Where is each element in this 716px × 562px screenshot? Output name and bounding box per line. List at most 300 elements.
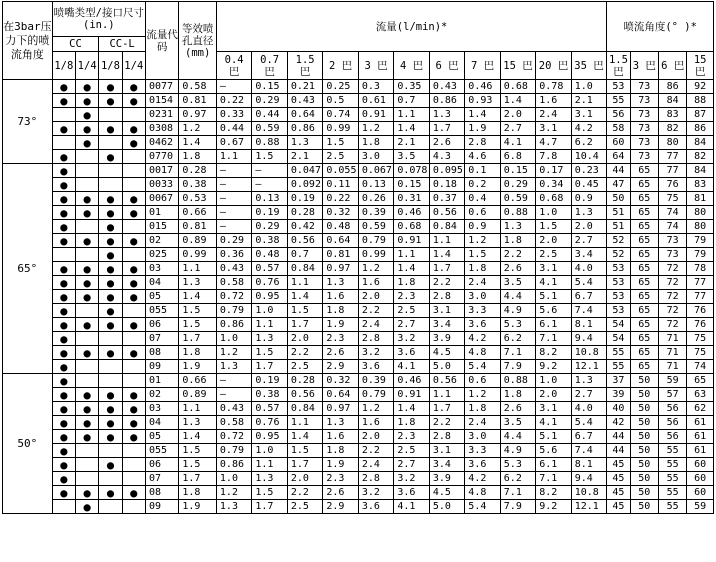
spray-angle-cell: 79 bbox=[687, 248, 714, 262]
table-row bbox=[3, 150, 714, 164]
spray-angle-cell: 73 bbox=[630, 108, 658, 122]
flow-rate-cell: 0.74 bbox=[323, 108, 358, 122]
availability-dot bbox=[76, 178, 99, 192]
flow-rate-cell: 2.4 bbox=[465, 276, 500, 290]
flow-rate-cell: 1.7 bbox=[429, 262, 464, 276]
availability-dot: ● bbox=[76, 108, 99, 122]
flow-rate-cell: 3.9 bbox=[429, 332, 464, 346]
spray-angle-cell: 77 bbox=[658, 150, 686, 164]
flow-rate-cell: 0.86 bbox=[287, 122, 322, 136]
availability-dot: ● bbox=[52, 80, 75, 94]
spray-angle-group-cell: 50° bbox=[3, 374, 53, 514]
availability-dot: ● bbox=[52, 318, 75, 332]
flow-rate-cell: 8.2 bbox=[536, 486, 571, 500]
spray-angle-cell: 52 bbox=[607, 234, 630, 248]
spray-angle-cell: 60 bbox=[687, 472, 714, 486]
availability-dot bbox=[122, 248, 145, 262]
flow-rate-cell: 3.6 bbox=[358, 500, 393, 514]
spray-angle-cell: 53 bbox=[607, 80, 630, 94]
flow-rate-cell: 3.1 bbox=[536, 122, 571, 136]
flow-rate-cell: 0.59 bbox=[358, 220, 393, 234]
flow-rate-cell: 4.2 bbox=[465, 332, 500, 346]
flow-code-cell: 0770 bbox=[145, 150, 178, 164]
spray-angle-cell: 72 bbox=[658, 262, 686, 276]
flow-rate-cell: 1.8 bbox=[465, 262, 500, 276]
spray-angle-cell: 65 bbox=[630, 346, 658, 360]
availability-dot: ● bbox=[122, 346, 145, 360]
flow-rate-cell: 3.1 bbox=[536, 262, 571, 276]
orifice-diameter-cell: 1.2 bbox=[179, 122, 217, 136]
table-row bbox=[3, 192, 714, 206]
spray-angle-cell: 53 bbox=[607, 290, 630, 304]
flow-rate-cell: 5.0 bbox=[429, 500, 464, 514]
table-row bbox=[3, 108, 714, 122]
flow-rate-cell: 1.2 bbox=[358, 402, 393, 416]
flow-rate-cell: 3.4 bbox=[429, 458, 464, 472]
orifice-diameter-header: 等效喷孔直径(mm) bbox=[179, 2, 217, 80]
spray-angle-cell: 77 bbox=[687, 276, 714, 290]
flow-rate-cell: 5.4 bbox=[571, 416, 607, 430]
flow-rate-cell: 1.7 bbox=[252, 500, 287, 514]
flow-rate-cell: 0.64 bbox=[323, 388, 358, 402]
flow-rate-cell: – bbox=[216, 206, 251, 220]
availability-dot bbox=[99, 500, 122, 514]
flow-rate-cell: 0.67 bbox=[216, 136, 251, 150]
flow-code-cell: 06 bbox=[145, 318, 178, 332]
orifice-diameter-cell: 1.8 bbox=[179, 346, 217, 360]
flow-rate-cell: 1.0 bbox=[252, 304, 287, 318]
table-body bbox=[3, 80, 714, 514]
flow-code-cell: 02 bbox=[145, 388, 178, 402]
flow-rate-cell: 0.46 bbox=[465, 80, 500, 94]
flow-rate-cell: 0.43 bbox=[216, 262, 251, 276]
spray-angle-cell: 39 bbox=[607, 388, 630, 402]
flow-rate-cell: 3.2 bbox=[394, 332, 429, 346]
flow-rate-cell: 0.56 bbox=[429, 206, 464, 220]
flow-rate-cell: 2.5 bbox=[536, 248, 571, 262]
flow-rate-cell: 2.4 bbox=[465, 416, 500, 430]
flow-rate-cell: 3.4 bbox=[429, 318, 464, 332]
flow-rate-cell: 1.0 bbox=[536, 206, 571, 220]
availability-dot: ● bbox=[122, 416, 145, 430]
spray-angle-cell: 45 bbox=[607, 472, 630, 486]
orifice-diameter-cell: 0.97 bbox=[179, 108, 217, 122]
flow-rate-cell: 3.5 bbox=[500, 276, 535, 290]
flow-rate-cell: 2.1 bbox=[571, 94, 607, 108]
table-row bbox=[3, 402, 714, 416]
availability-dot: ● bbox=[76, 122, 99, 136]
flow-rate-cell: 0.32 bbox=[323, 206, 358, 220]
spray-angle-cell: 61 bbox=[687, 416, 714, 430]
spray-pressure-header: 15 巴 bbox=[687, 52, 714, 80]
flow-rate-cell: 0.18 bbox=[429, 178, 464, 192]
availability-dot: ● bbox=[52, 304, 75, 318]
flow-pressure-header: 7 巴 bbox=[465, 52, 500, 80]
flow-rate-cell: 0.86 bbox=[429, 94, 464, 108]
spray-angle-cell: 65 bbox=[687, 374, 714, 388]
availability-dot bbox=[122, 178, 145, 192]
spray-angle-cell: 52 bbox=[607, 248, 630, 262]
cc-header: CC bbox=[52, 37, 99, 52]
flow-code-cell: 0077 bbox=[145, 80, 178, 94]
availability-dot bbox=[122, 150, 145, 164]
availability-dot: ● bbox=[76, 500, 99, 514]
cc-l-size-1-4: 1/4 bbox=[122, 52, 145, 80]
flow-pressure-header: 4 巴 bbox=[394, 52, 429, 80]
spray-angle-cell: 60 bbox=[687, 458, 714, 472]
flow-rate-cell: 0.9 bbox=[465, 220, 500, 234]
flow-rate-cell: 2.2 bbox=[287, 346, 322, 360]
availability-dot: ● bbox=[99, 304, 122, 318]
availability-dot: ● bbox=[99, 430, 122, 444]
flow-rate-cell: 0.17 bbox=[536, 164, 571, 178]
table-row bbox=[3, 136, 714, 150]
spray-angle-cell: 80 bbox=[687, 206, 714, 220]
spray-angle-cell: 44 bbox=[607, 444, 630, 458]
flow-rate-cell: 0.067 bbox=[358, 164, 393, 178]
flow-rate-cell: 4.1 bbox=[394, 500, 429, 514]
flow-rate-cell: – bbox=[252, 178, 287, 192]
nozzle-type-header: 喷嘴类型/接口尺寸(in.) bbox=[52, 2, 145, 37]
flow-rate-cell: 1.3 bbox=[252, 332, 287, 346]
availability-dot bbox=[99, 444, 122, 458]
flow-rate-cell: 0.56 bbox=[287, 388, 322, 402]
spray-angle-cell: 65 bbox=[630, 360, 658, 374]
spray-angle-cell: 50 bbox=[630, 402, 658, 416]
spray-angle-cell: 50 bbox=[630, 374, 658, 388]
flow-rate-cell: 1.6 bbox=[536, 94, 571, 108]
orifice-diameter-cell: 1.9 bbox=[179, 500, 217, 514]
flow-rate-cell: 3.0 bbox=[358, 150, 393, 164]
flow-rate-cell: 8.1 bbox=[571, 458, 607, 472]
flow-rate-cell: 1.8 bbox=[500, 234, 535, 248]
flow-rate-cell: 2.2 bbox=[287, 486, 322, 500]
spray-angle-cell: 84 bbox=[658, 94, 686, 108]
spray-angle-cell: 37 bbox=[607, 374, 630, 388]
availability-dot bbox=[76, 472, 99, 486]
orifice-diameter-cell: 1.1 bbox=[179, 402, 217, 416]
availability-dot: ● bbox=[122, 318, 145, 332]
flow-rate-cell: 0.57 bbox=[252, 402, 287, 416]
availability-dot: ● bbox=[52, 192, 75, 206]
flow-rate-cell: 0.2 bbox=[465, 178, 500, 192]
flow-pressure-header: 0.7 巴 bbox=[252, 52, 287, 80]
table-row bbox=[3, 234, 714, 248]
flow-rate-cell: 1.1 bbox=[394, 108, 429, 122]
flow-rate-cell: 0.38 bbox=[252, 234, 287, 248]
flow-rate-cell: 1.1 bbox=[287, 276, 322, 290]
spray-angle-cell: 64 bbox=[607, 150, 630, 164]
flow-rate-cell: 0.79 bbox=[358, 234, 393, 248]
flow-rate-cell: 3.1 bbox=[571, 108, 607, 122]
table-row bbox=[3, 444, 714, 458]
flow-rate-cell: 4.0 bbox=[571, 262, 607, 276]
spray-angle-cell: 82 bbox=[658, 122, 686, 136]
spray-angle-cell: 78 bbox=[687, 262, 714, 276]
availability-dot bbox=[52, 500, 75, 514]
flow-rate-cell: 0.28 bbox=[287, 374, 322, 388]
spray-angle-cell: 72 bbox=[658, 290, 686, 304]
availability-dot: ● bbox=[52, 402, 75, 416]
table-row bbox=[3, 500, 714, 514]
table-header bbox=[3, 2, 714, 80]
flow-rate-cell: 6.1 bbox=[536, 458, 571, 472]
flow-rate-cell: 2.4 bbox=[358, 458, 393, 472]
spray-angle-cell: 40 bbox=[607, 402, 630, 416]
flow-rate-cell: 0.56 bbox=[429, 374, 464, 388]
availability-dot bbox=[76, 220, 99, 234]
table-row bbox=[3, 122, 714, 136]
availability-dot: ● bbox=[99, 122, 122, 136]
spray-angle-cell: 53 bbox=[607, 262, 630, 276]
flow-rate-cell: 0.25 bbox=[323, 80, 358, 94]
flow-rate-cell: 4.7 bbox=[536, 136, 571, 150]
flow-rate-cell: 0.7 bbox=[394, 94, 429, 108]
flow-rate-cell: 1.7 bbox=[287, 318, 322, 332]
flow-rate-cell: 6.8 bbox=[500, 150, 535, 164]
flow-rate-cell: 4.2 bbox=[465, 472, 500, 486]
flow-rate-cell: 0.15 bbox=[500, 164, 535, 178]
availability-dot: ● bbox=[99, 206, 122, 220]
flow-rate-cell: 2.9 bbox=[323, 500, 358, 514]
availability-dot: ● bbox=[76, 318, 99, 332]
flow-rate-cell: 3.6 bbox=[358, 360, 393, 374]
flow-rate-cell: 0.13 bbox=[358, 178, 393, 192]
availability-dot: ● bbox=[99, 318, 122, 332]
spray-angle-cell: 65 bbox=[630, 262, 658, 276]
availability-dot bbox=[122, 472, 145, 486]
flow-rate-cell: 0.9 bbox=[571, 192, 607, 206]
spray-angle-cell: 77 bbox=[687, 290, 714, 304]
flow-rate-cell: 0.59 bbox=[500, 192, 535, 206]
flow-rate-cell: 1.5 bbox=[252, 150, 287, 164]
flow-rate-cell: 1.6 bbox=[323, 430, 358, 444]
flow-rate-cell: 4.1 bbox=[536, 276, 571, 290]
flow-rate-cell: 0.59 bbox=[252, 122, 287, 136]
availability-dot bbox=[52, 136, 75, 150]
flow-rate-cell: 1.0 bbox=[252, 444, 287, 458]
spray-angle-cell: 92 bbox=[687, 80, 714, 94]
spray-pressure-header: 1.5 巴 bbox=[607, 52, 630, 80]
flow-rate-cell: 0.86 bbox=[216, 458, 251, 472]
flow-rate-cell: 8.2 bbox=[536, 346, 571, 360]
spray-angle-cell: 71 bbox=[658, 360, 686, 374]
orifice-diameter-cell: 0.89 bbox=[179, 388, 217, 402]
flow-rate-cell: 0.76 bbox=[252, 276, 287, 290]
flow-rate-cell: 0.39 bbox=[358, 374, 393, 388]
flow-rate-cell: – bbox=[216, 164, 251, 178]
flow-rate-cell: 3.1 bbox=[429, 304, 464, 318]
flow-rate-cell: 2.2 bbox=[500, 248, 535, 262]
spray-angle-cell: 53 bbox=[607, 276, 630, 290]
spray-angle-cell: 55 bbox=[658, 486, 686, 500]
flow-rate-cell: 2.0 bbox=[358, 430, 393, 444]
flow-rate-cell: 4.5 bbox=[429, 486, 464, 500]
flow-code-header: 流量代码 bbox=[145, 2, 178, 80]
flow-rate-cell: 0.88 bbox=[500, 206, 535, 220]
orifice-diameter-cell: 1.9 bbox=[179, 360, 217, 374]
availability-dot: ● bbox=[99, 234, 122, 248]
flow-rate-cell: – bbox=[216, 220, 251, 234]
availability-dot bbox=[122, 458, 145, 472]
flow-rate-cell: 3.5 bbox=[500, 416, 535, 430]
flow-rate-cell: 1.5 bbox=[252, 346, 287, 360]
flow-rate-cell: 0.91 bbox=[394, 234, 429, 248]
flow-rate-cell: 0.45 bbox=[571, 178, 607, 192]
table-row bbox=[3, 94, 714, 108]
availability-dot: ● bbox=[52, 262, 75, 276]
flow-rate-cell: 0.43 bbox=[287, 94, 322, 108]
flow-rate-cell: 0.68 bbox=[500, 80, 535, 94]
flow-code-cell: 09 bbox=[145, 360, 178, 374]
spray-angle-cell: 61 bbox=[687, 444, 714, 458]
availability-dot bbox=[122, 108, 145, 122]
table-row bbox=[3, 220, 714, 234]
availability-dot bbox=[122, 374, 145, 388]
spray-angle-cell: 65 bbox=[630, 318, 658, 332]
availability-dot bbox=[52, 248, 75, 262]
spray-angle-cell: 72 bbox=[658, 304, 686, 318]
flow-rate-cell: 0.68 bbox=[394, 220, 429, 234]
flow-rate-cell: 2.3 bbox=[323, 472, 358, 486]
flow-rate-cell: 6.7 bbox=[571, 430, 607, 444]
orifice-diameter-cell: 1.4 bbox=[179, 290, 217, 304]
flow-pressure-header: 2 巴 bbox=[323, 52, 358, 80]
spray-angle-cell: 71 bbox=[658, 346, 686, 360]
availability-dot: ● bbox=[99, 458, 122, 472]
table-row bbox=[3, 304, 714, 318]
flow-rate-cell: 0.88 bbox=[500, 374, 535, 388]
flow-rate-cell: 4.8 bbox=[465, 486, 500, 500]
flow-rate-cell: 2.2 bbox=[358, 444, 393, 458]
flow-rate-cell: 0.79 bbox=[216, 304, 251, 318]
availability-dot: ● bbox=[76, 290, 99, 304]
flow-rate-cell: 0.76 bbox=[252, 416, 287, 430]
availability-dot bbox=[76, 444, 99, 458]
flow-rate-cell: 0.055 bbox=[323, 164, 358, 178]
availability-dot: ● bbox=[99, 220, 122, 234]
flow-rate-cell: 2.0 bbox=[500, 108, 535, 122]
flow-rate-cell: 0.64 bbox=[287, 108, 322, 122]
flow-rate-cell: 0.48 bbox=[252, 248, 287, 262]
orifice-diameter-cell: 0.81 bbox=[179, 94, 217, 108]
flow-rate-cell: 1.3 bbox=[323, 276, 358, 290]
flow-rate-cell: 10.8 bbox=[571, 486, 607, 500]
availability-dot bbox=[76, 248, 99, 262]
availability-dot: ● bbox=[52, 122, 75, 136]
flow-rate-cell: – bbox=[216, 374, 251, 388]
flow-rate-cell: 1.8 bbox=[323, 444, 358, 458]
flow-rate-cell: 1.3 bbox=[571, 206, 607, 220]
orifice-diameter-cell: 1.4 bbox=[179, 136, 217, 150]
availability-dot: ● bbox=[52, 220, 75, 234]
flow-rate-cell: 2.0 bbox=[536, 234, 571, 248]
flow-code-cell: 07 bbox=[145, 332, 178, 346]
flow-rate-cell: 2.0 bbox=[571, 220, 607, 234]
availability-dot bbox=[122, 304, 145, 318]
flow-rate-cell: 1.3 bbox=[571, 374, 607, 388]
flow-rate-cell: 0.29 bbox=[252, 220, 287, 234]
flow-rate-cell: 1.6 bbox=[323, 290, 358, 304]
flow-rate-cell: 1.1 bbox=[429, 234, 464, 248]
flow-rate-cell: 0.46 bbox=[394, 206, 429, 220]
spray-angle-cell: 79 bbox=[687, 234, 714, 248]
flow-pressure-header: 1.5 巴 bbox=[287, 52, 322, 80]
availability-dot bbox=[122, 332, 145, 346]
availability-dot: ● bbox=[122, 430, 145, 444]
flow-rate-cell: 9.4 bbox=[571, 332, 607, 346]
spray-angle-cell: 55 bbox=[607, 360, 630, 374]
flow-rate-cell: 0.6 bbox=[465, 206, 500, 220]
table-row bbox=[3, 486, 714, 500]
spray-angle-cell: 50 bbox=[607, 192, 630, 206]
spray-angle-cell: 45 bbox=[607, 486, 630, 500]
flow-rate-cell: 0.86 bbox=[216, 318, 251, 332]
flow-rate-cell: 0.078 bbox=[394, 164, 429, 178]
spray-angle-cell: 57 bbox=[658, 388, 686, 402]
flow-pressure-header: 3 巴 bbox=[358, 52, 393, 80]
flow-rate-cell: 1.2 bbox=[465, 234, 500, 248]
spray-angle-cell: 71 bbox=[658, 332, 686, 346]
flow-rate-cell: 10.4 bbox=[571, 150, 607, 164]
spray-angle-cell: 63 bbox=[687, 388, 714, 402]
availability-dot: ● bbox=[52, 276, 75, 290]
spray-angle-cell: 65 bbox=[630, 220, 658, 234]
availability-dot bbox=[99, 374, 122, 388]
availability-dot: ● bbox=[52, 178, 75, 192]
flow-rate-cell: 2.5 bbox=[394, 444, 429, 458]
flow-rate-cell: 12.1 bbox=[571, 360, 607, 374]
flow-code-cell: 0067 bbox=[145, 192, 178, 206]
availability-dot: ● bbox=[52, 458, 75, 472]
flow-code-cell: 0017 bbox=[145, 164, 178, 178]
spray-angle-cell: 50 bbox=[630, 458, 658, 472]
flow-rate-cell: 5.6 bbox=[536, 304, 571, 318]
spray-angle-cell: 80 bbox=[658, 136, 686, 150]
flow-rate-cell: – bbox=[216, 388, 251, 402]
availability-dot: ● bbox=[122, 80, 145, 94]
flow-rate-cell: 0.44 bbox=[216, 122, 251, 136]
availability-dot: ● bbox=[52, 430, 75, 444]
spray-angle-cell: 55 bbox=[607, 346, 630, 360]
flow-rate-cell: 1.3 bbox=[323, 416, 358, 430]
flow-rate-cell: 3.2 bbox=[358, 486, 393, 500]
cc-l-size-1-8: 1/8 bbox=[99, 52, 122, 80]
availability-dot bbox=[99, 360, 122, 374]
availability-dot bbox=[99, 332, 122, 346]
spray-angle-cell: 65 bbox=[630, 234, 658, 248]
orifice-diameter-cell: 1.7 bbox=[179, 472, 217, 486]
availability-dot bbox=[122, 360, 145, 374]
flow-rate-cell: 9.4 bbox=[571, 472, 607, 486]
orifice-diameter-cell: 1.7 bbox=[179, 332, 217, 346]
orifice-diameter-cell: 0.28 bbox=[179, 164, 217, 178]
flow-rate-cell: – bbox=[216, 80, 251, 94]
cc-l-header: CC-L bbox=[99, 37, 146, 52]
spray-angle-cell: 53 bbox=[607, 304, 630, 318]
flow-rate-cell: 7.9 bbox=[500, 360, 535, 374]
spray-angle-cell: 61 bbox=[687, 430, 714, 444]
flow-rate-cell: 3.6 bbox=[465, 458, 500, 472]
flow-rate-cell: 5.6 bbox=[536, 444, 571, 458]
availability-dot: ● bbox=[99, 248, 122, 262]
availability-dot bbox=[76, 458, 99, 472]
flow-rate-cell: 0.19 bbox=[287, 192, 322, 206]
spray-angle-cell: 56 bbox=[607, 108, 630, 122]
table-row bbox=[3, 374, 714, 388]
flow-rate-cell: 0.91 bbox=[394, 388, 429, 402]
availability-dot bbox=[99, 136, 122, 150]
